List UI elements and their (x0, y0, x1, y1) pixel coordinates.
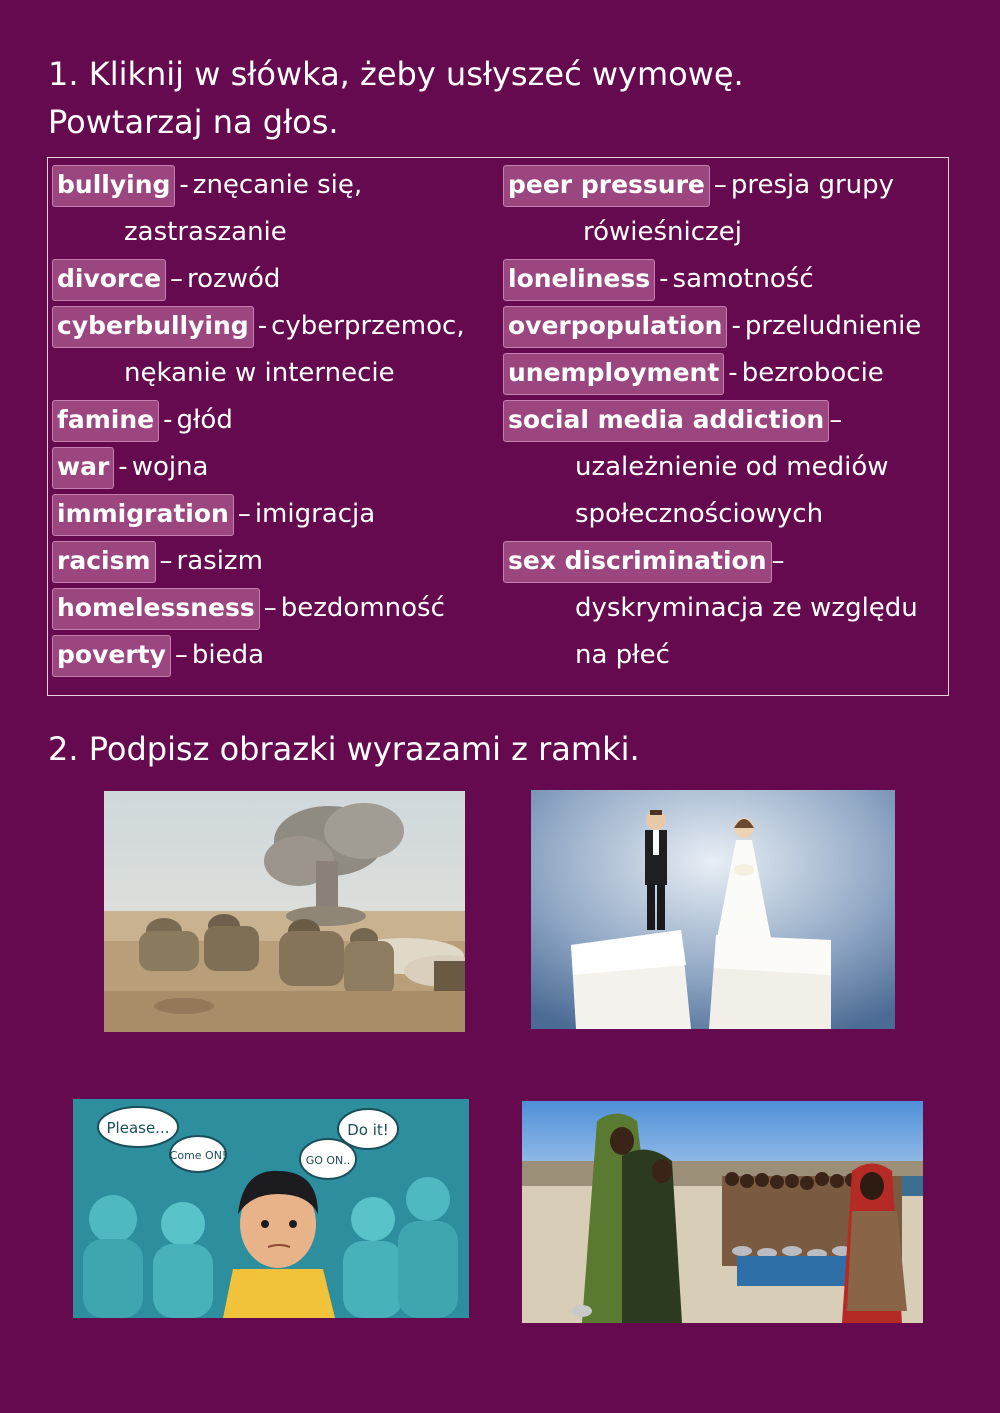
famine-illustration (522, 1101, 923, 1323)
definition: głód (176, 405, 233, 435)
separator: - (163, 405, 173, 435)
definition-continued: rówieśniczej (583, 217, 742, 247)
definition: cyberprzemoc, (271, 311, 465, 341)
definition-continued: społecznościowych (575, 499, 824, 529)
vocab-entry (52, 256, 465, 303)
term-cyberbullying[interactable]: cyberbullying (52, 306, 254, 348)
exercise-1-line-1: 1. Kliknij w słówka, żeby usłyszeć wymowę. (48, 55, 744, 93)
definition: presja grupy (730, 170, 895, 200)
bubble-do-it: Do it! (347, 1121, 389, 1139)
definition-continued: dyskryminacja ze względu (575, 593, 918, 623)
term-bullying[interactable]: bullying (52, 165, 175, 207)
definition: bieda (191, 640, 265, 670)
vocab-entry (52, 632, 465, 679)
vocab-entry (503, 256, 921, 303)
term-peer-pressure[interactable]: peer pressure (503, 165, 710, 207)
separator: – (170, 264, 184, 294)
term-racism[interactable]: racism (52, 541, 156, 583)
war-illustration (104, 791, 465, 1032)
divorce-illustration (531, 790, 895, 1029)
separator: - (179, 170, 189, 200)
term-loneliness[interactable]: loneliness (503, 259, 655, 301)
vocab-entry (52, 538, 465, 585)
term-war[interactable]: war (52, 447, 114, 489)
vocab-entry (52, 585, 465, 632)
term-homelessness[interactable]: homelessness (52, 588, 260, 630)
definition-continued: zastraszanie (124, 217, 287, 247)
bubble-please: Please... (106, 1119, 170, 1137)
separator: - (659, 264, 669, 294)
separator: – (829, 405, 843, 435)
vocabulary-box (47, 157, 949, 696)
photo-divorce[interactable] (531, 790, 895, 1029)
term-overpopulation[interactable]: overpopulation (503, 306, 727, 348)
vocab-column-left (52, 162, 465, 679)
definition: przeludnienie (744, 311, 922, 341)
definition: rasizm (176, 546, 263, 576)
vocab-entry (503, 397, 921, 444)
definition: znęcanie się, (192, 170, 363, 200)
photo-peer-pressure[interactable] (73, 1099, 469, 1318)
definition: samotność (672, 264, 814, 294)
term-poverty[interactable]: poverty (52, 635, 171, 677)
vocab-entry (52, 162, 465, 209)
separator: - (118, 452, 128, 482)
separator: - (728, 358, 738, 388)
separator: – (771, 546, 785, 576)
peer-pressure-illustration (73, 1099, 469, 1318)
definition-continued: uzależnienie od mediów (575, 452, 889, 482)
separator: – (159, 546, 173, 576)
exercise-2-heading: 2. Podpisz obrazki wyrazami z ramki. (48, 730, 640, 768)
separator: - (731, 311, 741, 341)
exercise-1-line-2: Powtarzaj na głos. (48, 103, 339, 141)
vocab-entry (503, 350, 921, 397)
term-unemployment[interactable]: unemployment (503, 353, 724, 395)
vocab-entry (503, 538, 921, 585)
term-social-media-addiction[interactable]: social media addiction (503, 400, 829, 442)
term-divorce[interactable]: divorce (52, 259, 166, 301)
vocab-entry (503, 303, 921, 350)
separator: – (713, 170, 727, 200)
definition-continued: nękanie w internecie (124, 358, 395, 388)
photo-war[interactable] (104, 791, 465, 1032)
vocab-column-right (503, 162, 921, 679)
bubble-come-on: Come ON! (169, 1149, 227, 1162)
vocab-entry (52, 303, 465, 350)
term-immigration[interactable]: immigration (52, 494, 234, 536)
definition: imigracja (254, 499, 376, 529)
photo-famine[interactable] (522, 1101, 923, 1323)
separator: – (263, 593, 277, 623)
separator: - (257, 311, 268, 341)
term-sex-discrimination[interactable]: sex discrimination (503, 541, 772, 583)
vocab-entry (52, 444, 465, 491)
term-famine[interactable]: famine (52, 400, 159, 442)
separator: – (174, 640, 188, 670)
definition: wojna (131, 452, 209, 482)
definition-continued: na płeć (575, 640, 670, 670)
definition: bezrobocie (741, 358, 884, 388)
definition: rozwód (187, 264, 281, 294)
definition: bezdomność (280, 593, 445, 623)
exercise-1-heading (48, 50, 744, 146)
vocab-entry (503, 162, 921, 209)
vocab-entry (52, 397, 465, 444)
bubble-go-on: GO ON.. (305, 1154, 351, 1167)
vocab-entry (52, 491, 465, 538)
separator: – (237, 499, 251, 529)
